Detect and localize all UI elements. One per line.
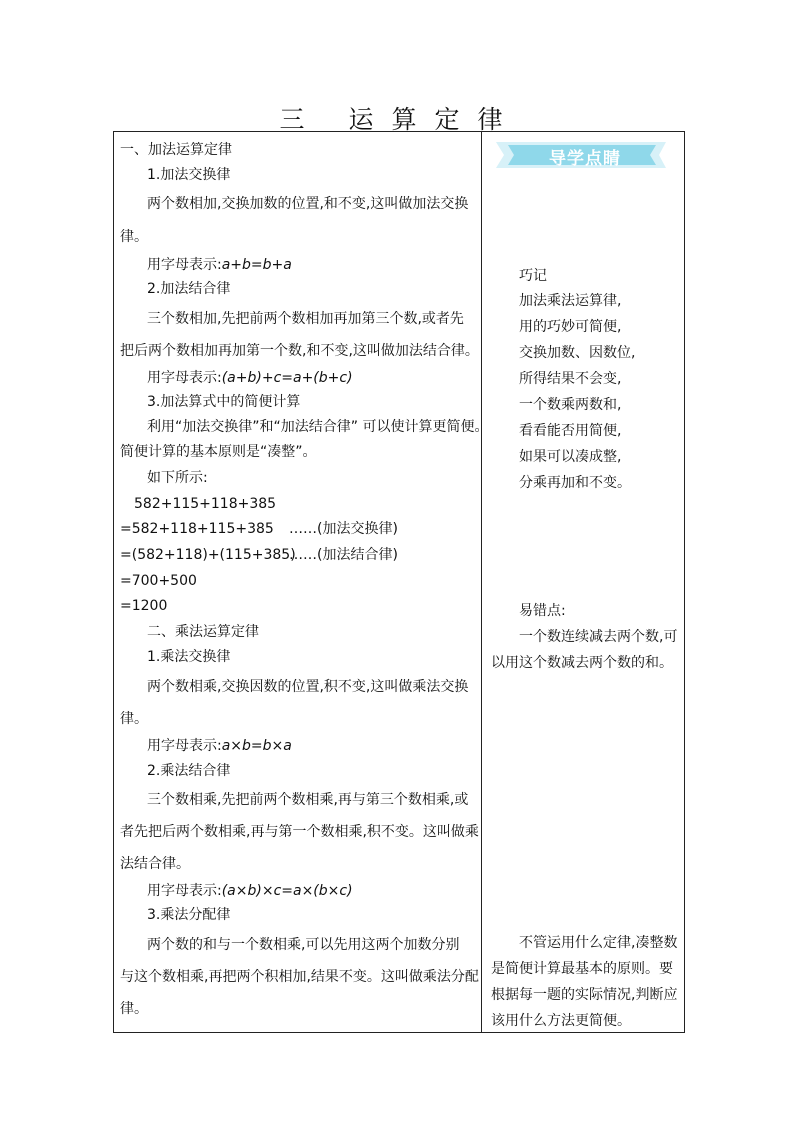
heading-multiplication-commutative: 1.乘法交换律 (147, 649, 231, 665)
text-multiplication-distributive-3: 律。 (120, 1001, 148, 1017)
tip-line: 交换加数、因数位, (519, 345, 636, 361)
heading-addition-commutative: 1.加法交换律 (147, 167, 231, 183)
formula-label: 用字母表示: (147, 883, 222, 899)
text-multiplication-associative-2: 者先把后两个数相乘,再与第一个数相乘,积不变。这叫做乘 (120, 824, 479, 840)
error-text-1: 一个数连续减去两个数,可 (519, 629, 678, 645)
heading-addition-simplify: 3.加法算式中的简便计算 (147, 394, 301, 410)
tip-line: 如果可以凑成整, (519, 449, 622, 465)
heading-addition-associative: 2.加法结合律 (147, 281, 231, 297)
tip-heading: 巧记 (519, 268, 547, 284)
calc-line-5: =1200 (120, 598, 168, 614)
tip-line: 所得结果不会变, (519, 371, 622, 387)
text-multiplication-commutative-1: 两个数相乘,交换因数的位置,积不变,这叫做乘法交换 (147, 679, 469, 695)
text-multiplication-commutative-2: 律。 (120, 711, 148, 727)
formula-addition-commutative (147, 256, 292, 274)
section-heading-multiplication: 二、乘法运算定律 (147, 624, 259, 640)
text-addition-associative-1: 三个数相加,先把前两个数相加再加第三个数,或者先 (147, 311, 464, 327)
calc-line-4: =700+500 (120, 573, 197, 589)
text-addition-simplify-2: 简便计算的基本原则是“凑整”。 (120, 444, 317, 460)
calc-line-3: =(582+118)+(115+385) (120, 547, 296, 563)
heading-multiplication-associative: 2.乘法结合律 (147, 763, 231, 779)
calc-line-2: =582+118+115+385 (120, 521, 274, 537)
formula-addition-associative (147, 369, 353, 387)
column-divider (481, 131, 482, 1033)
calc-note-commutative: ……(加法交换律) (289, 521, 398, 537)
tip-line: 看看能否用简便, (519, 423, 622, 439)
formula: (a×b)×c=a×(b×c) (221, 883, 353, 899)
formula-multiplication-commutative (147, 737, 292, 755)
banner-label: 导学点睛 (549, 149, 621, 169)
text-multiplication-distributive-2: 与这个数相乘,再把两个积相加,结果不变。这叫做乘法分配 (120, 969, 479, 985)
formula: (a+b)+c=a+(b+c) (221, 370, 353, 386)
text-multiplication-associative-3: 法结合律。 (120, 856, 190, 872)
text-multiplication-associative-1: 三个数相乘,先把前两个数相乘,再与第三个数相乘,或 (147, 792, 469, 808)
page-title: 三 运算定律 (279, 105, 521, 134)
tip-line: 用的巧妙可简便, (519, 319, 622, 335)
heading-multiplication-distributive: 3.乘法分配律 (147, 907, 231, 923)
note-text-1: 不管运用什么定律,凑整数 (519, 935, 678, 951)
text-addition-commutative-2: 律。 (120, 229, 148, 245)
example-label: 如下所示: (147, 470, 208, 486)
formula-label: 用字母表示: (147, 738, 222, 754)
text-addition-associative-2: 把后两个数相加再加第一个数,和不变,这叫做加法结合律。 (120, 343, 479, 359)
formula-multiplication-associative (147, 882, 353, 900)
text-multiplication-distributive-1: 两个数的和与一个数相乘,可以先用这两个加数分别 (147, 937, 460, 953)
section-heading-addition: 一、加法运算定律 (120, 142, 232, 158)
guide-banner (496, 140, 674, 170)
tip-line: 加法乘法运算律, (519, 293, 622, 309)
error-heading: 易错点: (519, 603, 566, 619)
error-text-2: 以用这个数减去两个数的和。 (491, 655, 673, 671)
formula-label: 用字母表示: (147, 257, 222, 273)
tip-line: 分乘再加和不变。 (519, 475, 631, 491)
calc-note-associative: ……(加法结合律) (289, 547, 398, 563)
note-text-2: 是简便计算最基本的原则。要 (491, 961, 673, 977)
formula: a+b=b+a (221, 257, 292, 273)
note-text-3: 根据每一题的实际情况,判断应 (491, 987, 678, 1003)
note-text-4: 该用什么方法更简便。 (491, 1013, 631, 1029)
tip-line: 一个数乘两数和, (519, 397, 622, 413)
formula: a×b=b×a (221, 738, 292, 754)
formula-label: 用字母表示: (147, 370, 222, 386)
text-addition-commutative-1: 两个数相加,交换加数的位置,和不变,这叫做加法交换 (147, 196, 469, 212)
text-addition-simplify-1: 利用“加法交换律”和“加法结合律” 可以使计算更简便。 (147, 419, 489, 435)
calc-line-1: 582+115+118+385 (134, 496, 277, 512)
